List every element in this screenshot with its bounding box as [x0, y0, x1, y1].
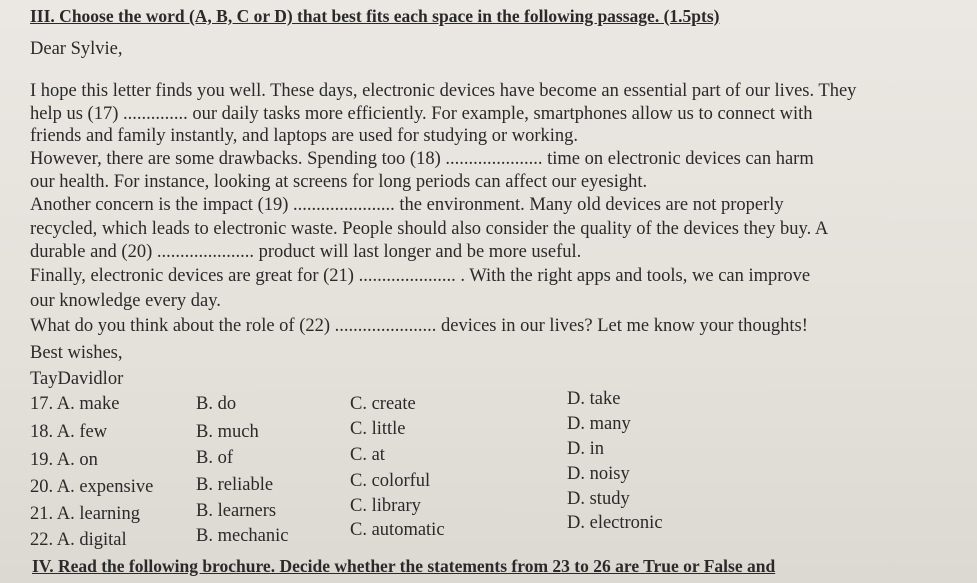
letter-closing: Best wishes, — [30, 343, 123, 363]
q18-option-b: B. much — [196, 422, 259, 442]
q21-option-d: D. study — [567, 489, 630, 509]
q18-option-c: C. little — [350, 419, 406, 439]
q19-option-c: C. at — [350, 445, 385, 465]
q18-option-d: D. many — [567, 414, 631, 434]
q17-option-b: B. do — [196, 394, 237, 414]
letter-signature: TayDavidlor — [30, 369, 124, 389]
passage-line-q22: What do you think about the role of (22) ...................... devices in our lives? Let me know your thoughts! — [30, 316, 808, 336]
q22-option-c: C. automatic — [350, 520, 445, 540]
q20-option-c: C. colorful — [350, 471, 431, 491]
passage-line-q20: durable and (20) ..................... product will last longer and be more useful. — [30, 242, 582, 262]
q17-option-a: 17. A. make — [30, 394, 120, 414]
q20-option-a: 20. A. expensive — [30, 477, 154, 497]
passage-line: I hope this letter finds you well. These days, electronic devices have become an essential part of our lives. They — [30, 81, 857, 101]
q18-option-a: 18. A. few — [30, 422, 108, 442]
section-3-heading: III. Choose the word (A, B, C or D) that best fits each space in the following passage. (1.5pts) — [30, 6, 720, 26]
q20-option-b: B. reliable — [196, 475, 274, 495]
q22-option-d: D. electronic — [567, 513, 663, 533]
q19-option-a: 19. A. on — [30, 450, 98, 470]
passage-line: our knowledge every day. — [30, 291, 221, 311]
passage-line: our health. For instance, looking at screens for long periods can affect our eyesight. — [30, 172, 648, 192]
q17-option-d: D. take — [567, 389, 621, 409]
q21-option-c: C. library — [350, 496, 421, 516]
q17-option-c: C. create — [350, 394, 416, 414]
passage-line-q21: Finally, electronic devices are great for (21) ..................... . With the right apps and tools, we can improve — [30, 266, 811, 286]
section-4-heading: IV. Read the following brochure. Decide whether the statements from 23 to 26 are True or False and — [32, 556, 776, 576]
passage-line: friends and family instantly, and laptops are used for studying or working. — [30, 126, 579, 146]
q22-option-a: 22. A. digital — [30, 530, 127, 550]
passage-line-q19: Another concern is the impact (19) ...................... the environment. Many old devices are not properly — [30, 195, 784, 215]
q21-option-b: B. learners — [196, 501, 277, 521]
q21-option-a: 21. A. learning — [30, 504, 140, 524]
q19-option-b: B. of — [196, 448, 233, 468]
passage-line-q17: help us (17) .............. our daily tasks more efficiently. For example, smartphones allow us to connect with — [30, 104, 813, 124]
passage-line-q18: However, there are some drawbacks. Spending too (18) ..................... time on electronic devices can harm — [30, 149, 814, 169]
q19-option-d: D. in — [567, 439, 604, 459]
q22-option-b: B. mechanic — [196, 526, 289, 546]
letter-greeting: Dear Sylvie, — [30, 39, 123, 59]
passage-line: recycled, which leads to electronic waste. People should also consider the quality of the devices they buy. A — [30, 219, 829, 239]
q20-option-d: D. noisy — [567, 464, 630, 484]
